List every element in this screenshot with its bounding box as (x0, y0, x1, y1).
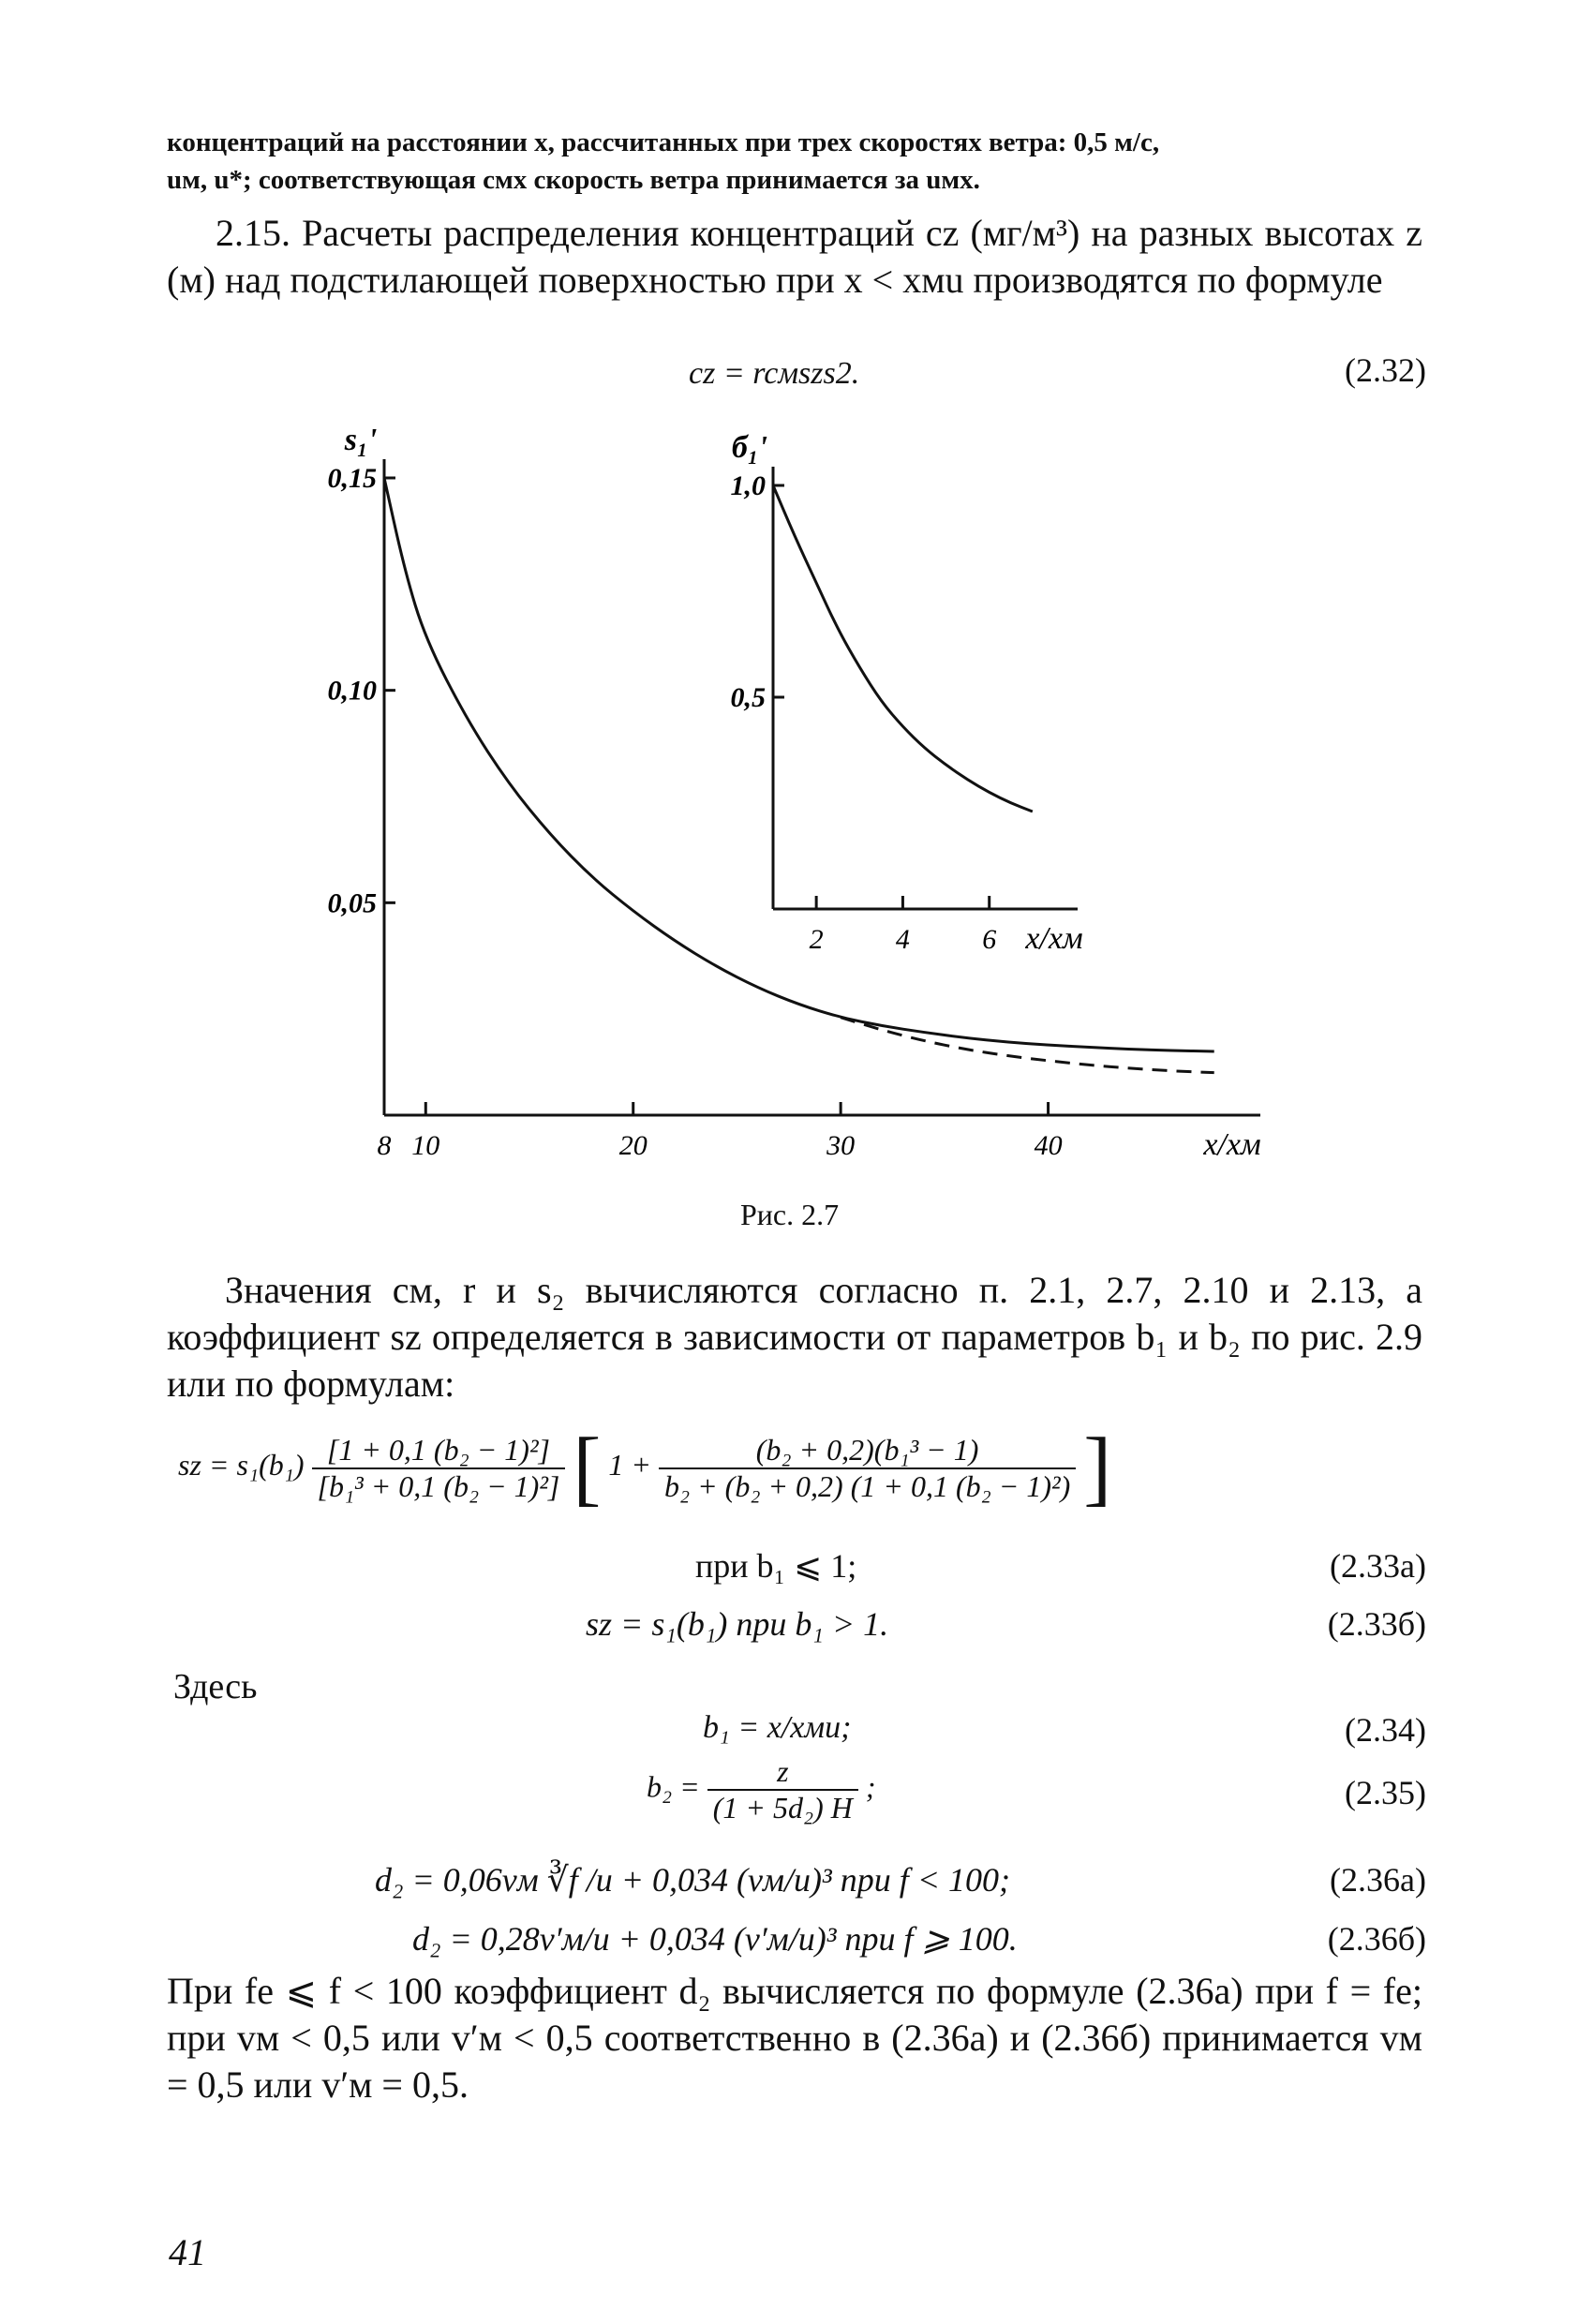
eq-2-34-number: (2.34) (1345, 1711, 1426, 1749)
eq-2-33-one-plus: 1 + (608, 1447, 651, 1482)
y-tick-label: 0,5 (730, 682, 766, 713)
equation-2-35 (647, 1754, 876, 1825)
eq-2-35-tail: ; (865, 1769, 876, 1804)
equation-2-32-number: (2.32) (1345, 351, 1426, 389)
eq-2-33-bracket-close: ] (1083, 1422, 1112, 1514)
y-tick-label: 1,0 (730, 470, 766, 501)
eq-2-36a-number: (2.36а) (1330, 1861, 1426, 1899)
equation-2-33a (178, 1420, 1111, 1516)
paragraph-coefficients: Значения cм, r и s₂ вычисляются согласно п. 2.1, 2.7, 2.10 и 2.13, а коэффициент sz определяется в зависимости от параметров b₁ и b₂ по рис. 2.9 или по формулам: (167, 1269, 1422, 1405)
x-tick-label: 6 (982, 924, 997, 955)
eq-2-33-bracket-open: [ (573, 1422, 602, 1514)
figure-caption: Рис. 2.7 (740, 1198, 840, 1231)
dashed-curve (841, 1018, 1214, 1073)
y-tick-label: 0,15 (327, 463, 377, 494)
solid-curve (773, 485, 1033, 812)
eq-2-33-frac2-den: b₂ + (b₂ + 0,2) (1 + 0,1 (b₂ − 1)²) (663, 1468, 1071, 1503)
eq-2-33-frac1 (312, 1433, 566, 1504)
eq-2-35-number: (2.35) (1345, 1774, 1426, 1811)
x-tick-label: 2 (809, 924, 824, 955)
eq-2-35-lhs: b₂ = (647, 1769, 700, 1804)
x-tick-label: 10 (411, 1130, 440, 1161)
here-label: Здесь (173, 1667, 258, 1706)
x-tick-label: 20 (618, 1130, 648, 1161)
y-tick-label: 0,05 (327, 887, 377, 919)
eq-2-33a-number: (2.33а) (1330, 1547, 1426, 1585)
y-axis-label: s₁' (344, 423, 378, 457)
eq-2-33b-number: (2.33б) (1327, 1605, 1426, 1643)
page-number: 41 (169, 2231, 206, 2273)
x-tick-label: 30 (826, 1130, 856, 1161)
equation-2-33b: sz = s₁(b₁) при b₁ > 1. (586, 1605, 889, 1643)
x-tick-label: 8 (377, 1130, 392, 1161)
x-tick-label: 4 (895, 924, 910, 955)
eq-2-33-frac1-num: [1 + 0,1 (b₂ − 1)²] (312, 1433, 566, 1469)
x-tick-label: 40 (1034, 1130, 1063, 1161)
eq-2-33a-condition: при b₁ ⩽ 1; (695, 1547, 857, 1585)
eq-2-35-num: z (707, 1754, 858, 1791)
paragraph-d2-note: При fe ⩽ f < 100 коэффициент d₂ вычисляется по формуле (2.36а) при f = fe; при vм < 0,5 или v′м < 0,5 соответственно в (2.36а) и (2.36б) принимается vм = 0,5 или v′м = 0,5. (167, 1970, 1422, 2106)
eq-2-33-lhs: sz = s₁(b₁) (178, 1447, 305, 1482)
inset-chart (731, 430, 1083, 956)
equation-2-36a: d₂ = 0,06vм ∛f /u + 0,034 (vм/u)³ при f < 100; (375, 1861, 1011, 1899)
solid-curve (384, 478, 1214, 1051)
section-2-15: 2.15. Расчеты распределения концентраций cz (мг/м³) на разных высотах z (м) над подстилающей поверхностью при x < xмu производятся по формуле (167, 212, 1422, 301)
intro-line-1: концентраций на расстоянии x, рассчитанных при трех скоростях ветра: 0,5 м/с, (167, 127, 1160, 157)
equation-2-36b: d₂ = 0,28v′м/u + 0,034 (v′м/u)³ при f ⩾ 100. (412, 1920, 1018, 1958)
x-axis-label: x/xм (1025, 921, 1083, 956)
eq-2-36b-number: (2.36б) (1327, 1920, 1426, 1958)
y-tick-label: 0,10 (327, 675, 377, 707)
equation-2-34: b₁ = x/xмu; (703, 1710, 852, 1745)
eq-2-33-frac2 (659, 1433, 1076, 1504)
eq-2-33-frac1-den: [b₁³ + 0,1 (b₂ − 1)²] (317, 1468, 560, 1503)
eq-2-35-den: (1 + 5d₂) H (712, 1791, 853, 1825)
y-axis-label: б₁' (731, 430, 768, 465)
eq-2-33-frac2-num: (b₂ + 0,2)(b₁³ − 1) (659, 1433, 1076, 1469)
eq-2-35-frac (707, 1754, 858, 1825)
intro-line-2: uм, u*; соответствующая cмx скорость ветра принимается за uмx. (167, 165, 980, 195)
x-axis-label: x/xм (1203, 1127, 1261, 1162)
figure-2-7 (0, 403, 1593, 1246)
equation-2-32: cz = rcмszs2. (689, 356, 860, 391)
